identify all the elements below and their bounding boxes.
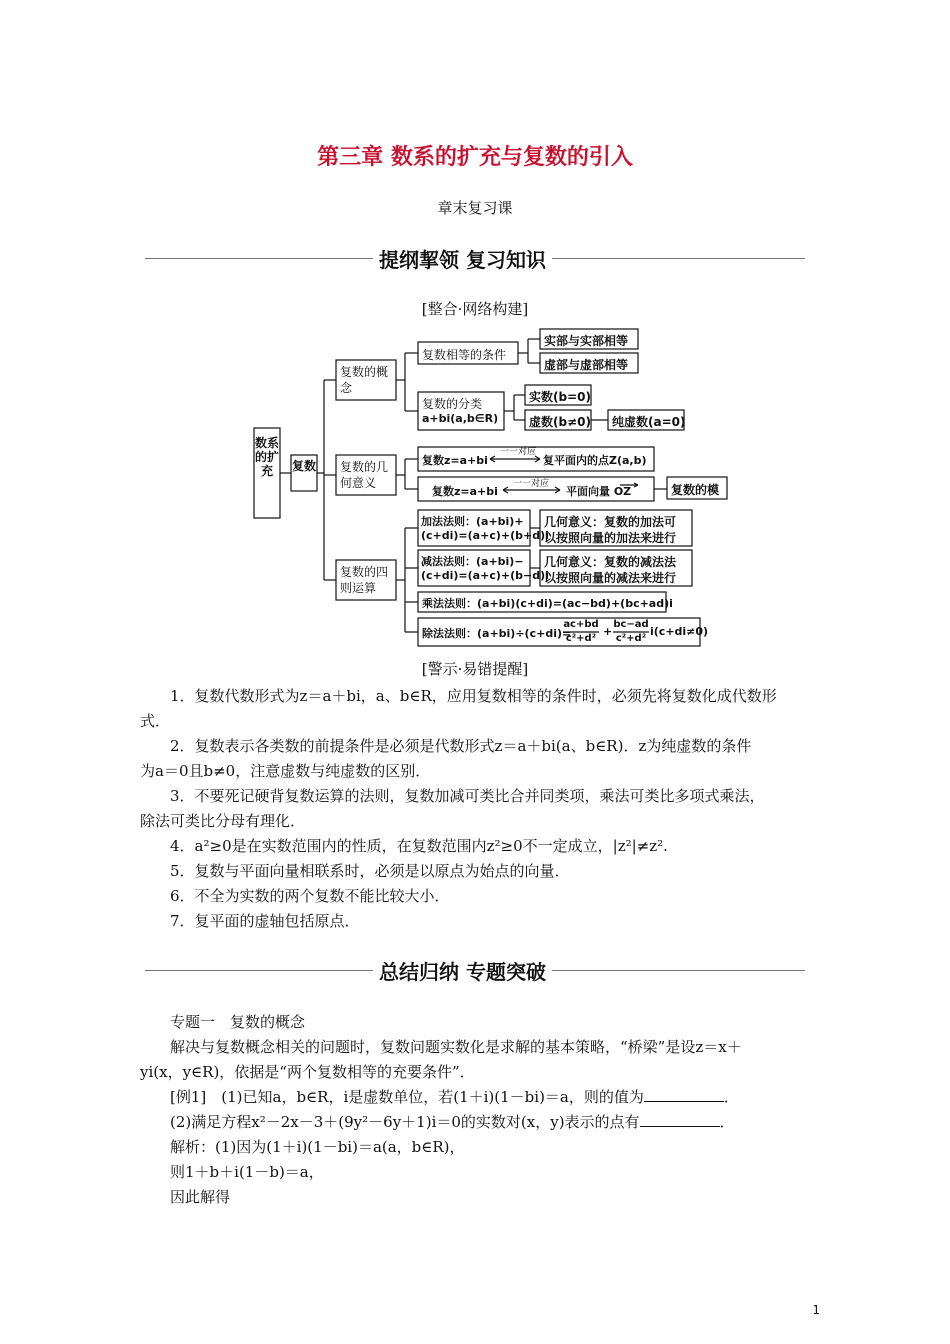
body-line-2: yi(x，y∈R)，依据是“两个复数相等的充要条件”．	[140, 1063, 475, 1081]
diagram-add-geo-line-1: 几何意义：复数的加法可	[544, 515, 677, 529]
example-1-part-1-end: ．	[723, 1088, 739, 1106]
solution-line-1: 解析：(1)因为(1＋i)(1－bi)＝a(a，b∈R)，	[170, 1138, 465, 1156]
example-1-part-2	[170, 1110, 735, 1135]
network-label: [整合·网络构建]	[421, 300, 529, 318]
diagram-complex-label: 复数	[291, 459, 316, 473]
diagram-classify-label-1: 复数的分类	[422, 397, 483, 411]
diagram-concept-label: 复数的概念	[340, 365, 389, 395]
chapter-title: 第三章 数系的扩充与复数的引入	[317, 145, 633, 170]
diagram-sub-line-2: (c+di)=(a+c)+(b−d)i	[421, 569, 549, 582]
warning-line-7: 7．复平面的虚轴包括原点．	[170, 912, 360, 930]
warning-label: [警示·易错提醒]	[421, 660, 529, 678]
page-number: 1	[812, 1303, 820, 1317]
diagram-map2-right: 平面向量 OZ	[566, 485, 632, 498]
diagram-sub-line-1: 减法法则：(a+bi)−	[421, 555, 524, 568]
diagram-imag-eq-label: 虚部与虚部相等	[544, 358, 629, 372]
diagram-map1-right: 复平面内的点Z(a,b)	[543, 454, 647, 467]
section-heading-2: 总结归纳 专题突破	[373, 956, 552, 985]
diagram-equal-cond-label: 复数相等的条件	[422, 348, 507, 362]
diagram-map1-arrow-label: 一一对应	[500, 447, 537, 457]
example-1-part-2-text: (2)满足方程x²－2x－3＋(9y²－6y＋1)i＝0的实数对(x，y)表示的点有	[170, 1113, 640, 1131]
diagram-real-eq-label: 实部与实部相等	[544, 334, 629, 348]
diagram-div-fraction-2-numerator: bc−ad	[613, 619, 649, 630]
diagram-root-label: 数系的扩充	[254, 436, 279, 478]
diagram-pure-label: 纯虚数(a=0)	[612, 415, 686, 429]
diagram-mul-label: 乘法法则：(a+bi)(c+di)=(ac−bd)+(bc+ad)i	[422, 597, 673, 610]
diagram-map2-arrow-label: 一一对应	[513, 479, 550, 489]
warning-line-1-cont: 式．	[140, 712, 171, 730]
diagram-imag-label: 虚数(b≠0)	[529, 415, 591, 429]
answer-blank-1	[644, 1087, 724, 1102]
body-line-1: 解决与复数概念相关的问题时，复数问题实数化是求解的基本策略，“桥梁”是设z＝x＋	[170, 1038, 742, 1056]
diagram-map1-left: 复数z=a+bi	[422, 454, 488, 467]
warning-line-2-cont: 为a＝0且b≠0，注意虚数与纯虚数的区别．	[140, 762, 431, 780]
warning-line-2: 2．复数表示各类数的前提条件是必须是代数形式z＝a＋bi(a、b∈R)．z为纯虚数的条件	[170, 737, 752, 755]
diagram-add-geo-line-2: 以按照向量的加法来进行	[544, 531, 677, 545]
solution-line-2: 则1＋b＋i(1－b)＝a，	[170, 1163, 324, 1181]
diagram-add-line-2: (c+di)=(a+c)+(b+d)i	[421, 529, 549, 542]
section-heading-1: 提纲挈领 复习知识	[373, 244, 552, 273]
diagram-div-fraction-2-denominator: c²+d²	[615, 633, 647, 644]
warning-line-3-cont: 除法可类比分母有理化．	[140, 812, 306, 830]
answer-blank-2	[640, 1112, 720, 1127]
example-1-part-1-text: [例1] (1)已知a，b∈R，i是虚数单位，若(1＋i)(1－bi)＝a，则的值为	[170, 1088, 644, 1106]
diagram-div-fraction-1-numerator: ac+bd	[563, 619, 599, 630]
diagram-geo-label: 复数的几何意义	[340, 460, 389, 490]
warning-line-3: 3．不要死记硬背复数运算的法则，复数加减可类比合并同类项，乘法可类比多项式乘法，	[170, 787, 765, 805]
topic-heading: 专题一 复数的概念	[170, 1013, 306, 1031]
diagram-sub-geo-line-2: 以按照向量的减法来进行	[544, 571, 677, 585]
diagram-div-prefix: 除法法则：(a+bi)÷(c+di)=	[422, 627, 572, 640]
diagram-div-suffix: i(c+di≠0)	[650, 625, 709, 638]
warning-line-6: 6．不全为实数的两个复数不能比较大小．	[170, 887, 450, 905]
example-1-part-2-end: ．	[719, 1113, 735, 1131]
diagram-sub-geo-line-1: 几何意义：复数的减法法	[544, 555, 677, 569]
diagram-div-plus: +	[603, 625, 613, 638]
diagram-real-label: 实数(b=0)	[529, 390, 591, 404]
warning-line-4: 4．a²≥0是在实数范围内的性质，在复数范围内z²≥0不一定成立，|z²|≠z².	[170, 837, 668, 855]
diagram-classify-label-2: a+bi(a,b∈R)	[422, 412, 499, 425]
diagram-modulus-label: 复数的模	[671, 483, 720, 497]
diagram-map2-left: 复数z=a+bi	[432, 485, 498, 498]
chapter-subtitle: 章末复习课	[437, 199, 513, 217]
warning-line-1: 1．复数代数形式为z＝a＋bi，a、b∈R，应用复数相等的条件时，必须先将复数化成代数形	[170, 687, 777, 705]
example-1-part-1	[170, 1085, 739, 1110]
solution-line-3: 因此解得	[170, 1188, 231, 1206]
diagram-div-fraction-1-denominator: c²+d²	[565, 633, 597, 644]
diagram-add-line-1: 加法法则：(a+bi)+	[421, 515, 524, 528]
diagram-ops-label: 复数的四则运算	[340, 565, 389, 595]
warning-line-5: 5．复数与平面向量相联系时，必须是以原点为始点的向量．	[170, 862, 570, 880]
